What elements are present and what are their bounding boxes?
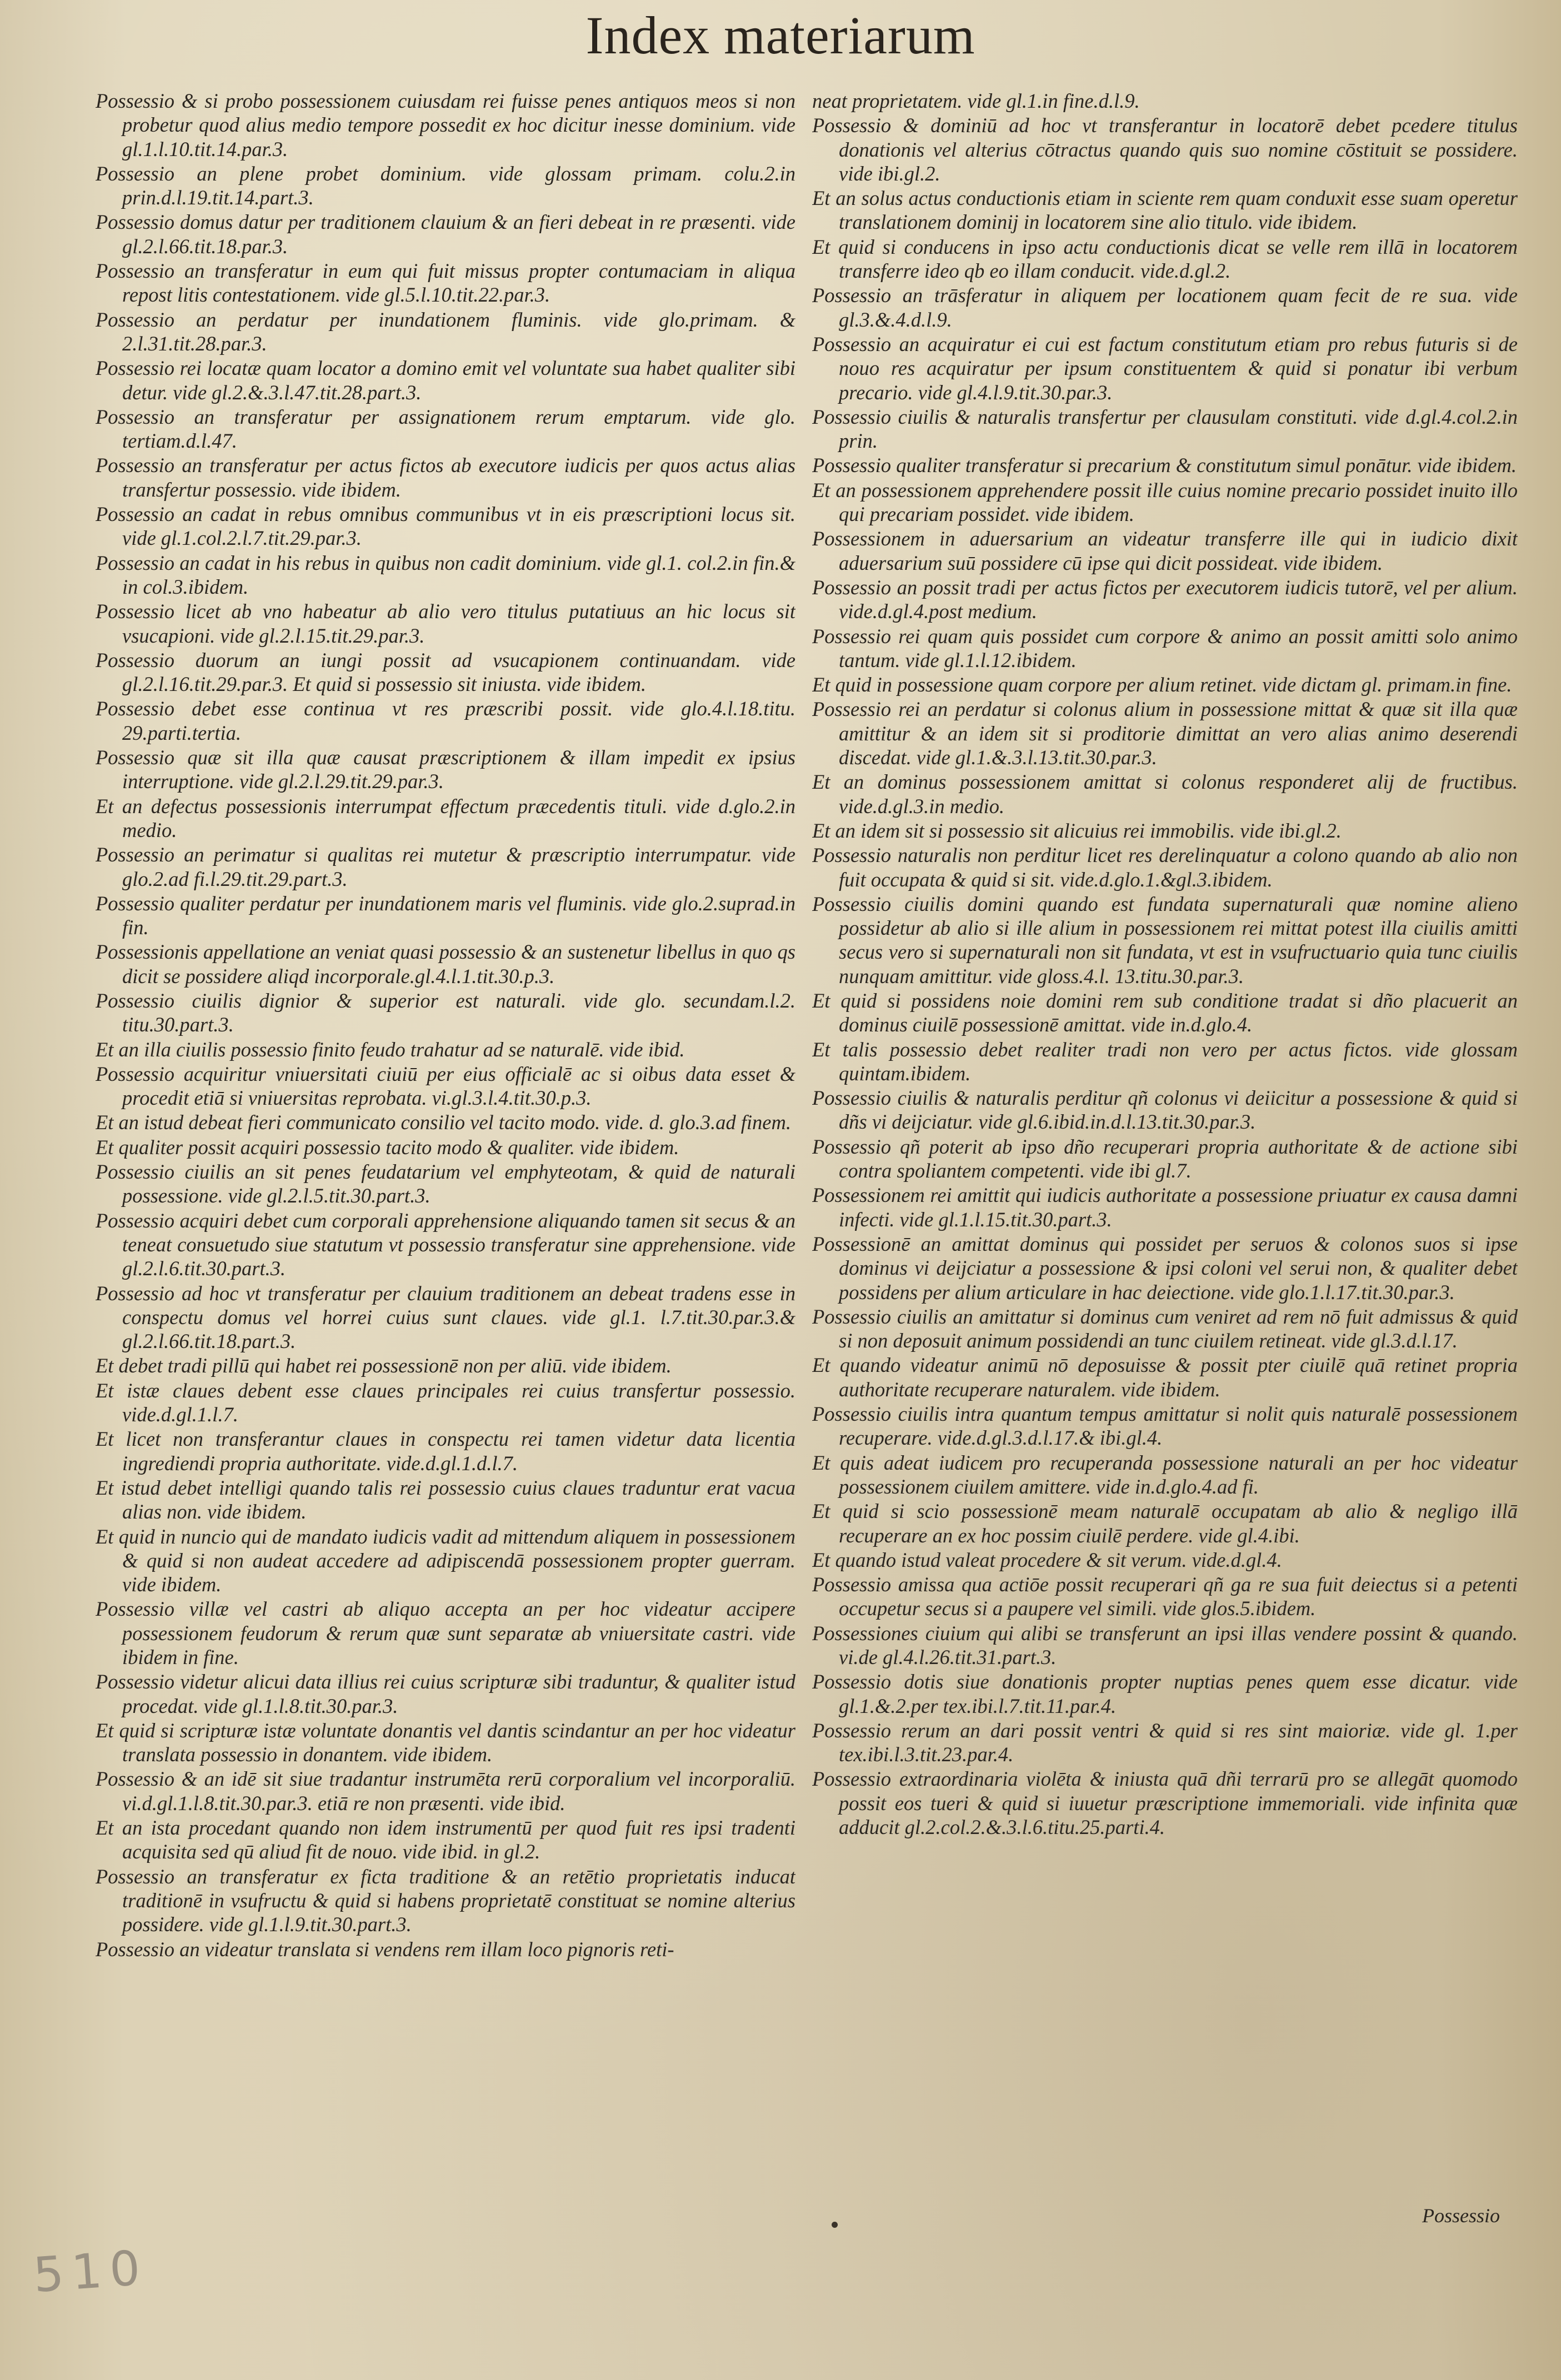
index-entry: Et quid si possidens noie domini rem sub conditione tradat si dño placuerit an dominus ciuilē possessionē amittat. vide in.d.glo.4. <box>812 989 1518 1036</box>
index-entry: Possessio rerum an dari possit ventri & quid si res sint maioriæ. vide gl. 1.per tex.ibi.l.3.tit.23.par.4. <box>812 1718 1518 1766</box>
index-entry: Possessio qñ poterit ab ipso dño recuperari propria authoritate & de actione sibi contra spoliantem competenti. vide ibi gl.7. <box>812 1135 1518 1183</box>
index-entry: Possessionem rei amittit qui iudicis authoritate a possessione priuatur ex causa damni infecti. vide gl.1.l.15.tit.30.part.3. <box>812 1184 1518 1231</box>
index-entry: Possessio an transferatur in eum qui fuit missus propter contumaciam in aliqua repost litis contestationem. vide gl.5.l.10.tit.22.par.3. <box>96 259 795 307</box>
index-entry: Possessio acquiritur vniuersitati ciuiū per eius officialē ac si oibus data esset & procedit etiā si vniuersitas reprobata. vi.gl.3.l.4.tit.30.p.3. <box>96 1062 795 1110</box>
index-entry: Possessio ciuilis intra quantum tempus amittatur si nolit quis naturalē possessionem recuperare. vide.d.gl.3.d.l.17.& ibi.gl.4. <box>812 1402 1518 1450</box>
decorative-dot <box>832 2222 838 2228</box>
index-entry: Et debet tradi pillū qui habet rei possessionē non per aliū. vide ibidem. <box>96 1354 672 1377</box>
index-entry: Et an possessionem apprehendere possit ille cuius nomine precario possidet inuito illo qui precariam possidet. vide ibidem. <box>812 478 1518 526</box>
index-entry: Et licet non transferantur claues in conspectu rei tamen videtur data licentia ingrediendi propria authoritate. vide.d.gl.1.d.l.7. <box>96 1427 795 1475</box>
index-entry: Possessio amissa qua actiōe possit recuperari qñ ga re sua fuit deiectus si a petenti occupetur secus si a paupere vel simili. vide glos.5.ibidem. <box>812 1573 1518 1620</box>
index-entry: Et an solus actus conductionis etiam in sciente rem quam conduxit esse suam operetur translationem dominij in locatorem sine alio titulo. vide ibidem. <box>812 187 1518 234</box>
index-entry: Possessio duorum an iungi possit ad vsucapionem continuandam. vide gl.2.l.16.tit.29.par.3. Et quid si possessio sit iniusta. vide ibidem. <box>96 648 795 696</box>
index-entry: Possessio licet ab vno habeatur ab alio vero titulus putatiuus an hic locus sit vsucapioni. vide gl.2.l.15.tit.29.par.3. <box>96 600 795 647</box>
index-entry: neat proprietatem. vide gl.1.in fine.d.l.9. <box>812 89 1140 112</box>
index-entry: Et an idem sit si possessio sit alicuius rei immobilis. vide ibi.gl.2. <box>812 819 1342 842</box>
index-entry: Possessio an transferatur per assignationem rerum emptarum. vide glo. tertiam.d.l.47. <box>96 405 795 453</box>
index-entry: Possessio & si probo possessionem cuiusdam rei fuisse penes antiquos meos si non probetur quod alius medio tempore possedit ex hoc dicitur inesse dominium. vide gl.1.l.10.tit.14.par.3. <box>96 89 795 161</box>
index-entry: Possessio an videatur translata si vendens rem illam loco pignoris reti- <box>96 1937 674 1961</box>
index-entry: Possessio an perdatur per inundationem fluminis. vide glo.primam. & 2.l.31.tit.28.par.3. <box>96 308 795 355</box>
index-entry: Possessio qualiter perdatur per inundationem maris vel fluminis. vide glo.2.suprad.in fin. <box>96 891 795 939</box>
index-entry: Possessionē an amittat dominus qui possidet per seruos & colonos suos si ipse dominus vi deijciatur a possessione & ipsi coloni vel serui non, & qualiter debet possidens per alium articulare in hac deiectione. vide glo.1.l.17.tit.30.par.3. <box>812 1232 1518 1304</box>
index-entry: Et quid in nuncio qui de mandato iudicis vadit ad mittendum aliquem in possessionem & quid si non audeat accedere ad adipiscendā possessionem propter guerram. vide ibidem. <box>96 1525 795 1596</box>
index-entry: Et an dominus possessionem amittat si colonus responderet alij de fructibus. vide.d.gl.3.in medio. <box>812 770 1518 818</box>
index-entry: Possessio villæ vel castri ab aliquo accepta an per hoc videatur accipere possessionem feudorum & rerum quæ sunt separatæ ab vniuersitate castri. vide ibidem in fine. <box>96 1597 795 1668</box>
index-entry: Possessio an trāsferatur in aliquem per locationem quam fecit de re sua. vide gl.3.&.4.d.l.9. <box>812 284 1518 331</box>
index-entry: Possessio an plene probet dominium. vide glossam primam. colu.2.in prin.d.l.19.tit.14.part.3. <box>96 162 795 209</box>
index-entry: Et quid si conducens in ipso actu conductionis dicat se velle rem illā in locatorem transferre ideo qb eo illam conducit. vide.d.gl.2. <box>812 235 1518 283</box>
index-entry: Possessio extraordinaria violēta & iniusta quā dñi terrarū pro se allegāt quomodo possit eos tueri & quid si iuuetur præscriptione immemoriali. vide infinita quæ adducit gl.2.col.2.&.3.l.6.titu.25.parti.4. <box>812 1767 1518 1839</box>
index-entry: Possessio ciuilis domini quando est fundata supernaturali quæ nomine alieno possidetur ab alio si ille alium in possessionem rei mittat potest illa ciuilis amitti secus vero si supernaturali non sit fundata, vt est in vsufructuario quia tunc ciuilis nunquam amittitur. vide gloss.4.l. 13.titu.30.par.3. <box>812 892 1518 988</box>
index-entry: Et quid in possessione quam corpore per alium retinet. vide dictam gl. primam.in fine. <box>812 673 1512 697</box>
index-entry: Possessio ad hoc vt transferatur per clauium traditionem an debeat tradens esse in conspectu domus vel horrei cuius sunt claues. vide gl.1. l.7.tit.30.par.3.& gl.2.l.66.tit.18.part.3. <box>96 1281 795 1353</box>
index-entry: Et istud debet intelligi quando talis rei possessio cuius claues traduntur erat vacua alias non. vide ibidem. <box>96 1476 795 1524</box>
index-entry: Possessio videtur alicui data illius rei cuius scripturæ sibi traduntur, & qualiter istud procedat. vide gl.1.l.8.tit.30.par.3. <box>96 1670 795 1717</box>
index-entry: Possessio naturalis non perditur licet res derelinquatur a colono quando ab alio non fuit occupata & quid si sit. vide.d.glo.1.&gl.3.ibidem. <box>812 844 1518 891</box>
index-entry: Et an defectus possessionis interrumpat effectum præcedentis tituli. vide d.glo.2.in medio. <box>96 794 795 841</box>
index-entry: Possessio an transferatur per actus fictos ab executore iudicis per quos actus alias transfertur possessio. vide ibidem. <box>96 454 795 501</box>
index-entry: Possessio an cadat in rebus omnibus communibus vt in eis præscriptioni locus sit. vide gl.1.col.2.l.7.tit.29.par.3. <box>96 503 795 550</box>
index-entry: Possessio an transferatur ex ficta traditione & an retētio proprietatis inducat traditionē in vsufructu & quid si habens proprietatē constituat se nomine alterius possidere. vide gl.1.l.9.tit.30.part.3. <box>96 1865 795 1936</box>
index-entry: Possessio an perimatur si qualitas rei mutetur & præscriptio interrumpatur. vide glo.2.ad fi.l.29.tit.29.part.3. <box>96 843 795 890</box>
index-entry: Possessio qualiter transferatur si precarium & constitutum simul ponātur. vide ibidem. <box>812 454 1517 477</box>
index-entry: Et talis possessio debet realiter tradi non vero per actus fictos. vide glossam quintam.ibidem. <box>812 1038 1518 1085</box>
index-entry: Possessio an acquiratur ei cui est factum constitutum etiam pro rebus futuris si de nouo res acquiratur per ipsum constituentem & quid si ponatur ibi verbum precario. vide gl.4.l.9.tit.30.par.3. <box>812 332 1518 404</box>
index-entry: Possessiones ciuium qui alibi se transferunt an ipsi illas vendere possint & quando. vi.de gl.4.l.26.tit.31.part.3. <box>812 1621 1518 1668</box>
index-entry: Possessio & dominiū ad hoc vt transferantur in locatorē debet pcedere titulus donationis vel alterius cōtractus quando quis suo nomine cōstituit se possidere. vide ibi.gl.2. <box>812 114 1518 185</box>
index-entry: Possessio dotis siue donationis propter nuptias penes quem esse dicatur. vide gl.1.&.2.per tex.ibi.l.7.tit.11.par.4. <box>812 1670 1518 1717</box>
index-entry: Et quid si scio possessionē meam naturalē occupatam ab alio & negligo illā recuperare an ex hoc possim ciuilē perdere. vide gl.4.ibi. <box>812 1500 1518 1547</box>
index-entry: Et an istud debeat fieri communicato consilio vel tacito modo. vide. d. glo.3.ad finem. <box>96 1111 791 1134</box>
index-entry: Et quis adeat iudicem pro recuperanda possessione naturali an per hoc videatur possessionem ciuilem amittere. vide in.d.glo.4.ad fi. <box>812 1451 1518 1498</box>
page-title: Index materiarum <box>586 6 975 65</box>
index-entry: Possessio quæ sit illa quæ causat præscriptionem & illam impedit ex ipsius interruptione. vide gl.2.l.29.tit.29.par.3. <box>96 746 795 793</box>
index-entry: Possessio acquiri debet cum corporali apprehensione aliquando tamen sit secus & an teneat consuetudo siue statutum vt possessio transferatur sine apprehensione. vide gl.2.l.6.tit.30.part.3. <box>96 1209 795 1280</box>
index-entry: Possessio ciuilis an sit penes feudatarium vel emphyteotam, & quid de naturali possessione. vide gl.2.l.5.tit.30.part.3. <box>96 1160 795 1207</box>
index-entry: Possessionis appellatione an veniat quasi possessio & an sustenetur libellus in quo qs dicit se possidere aliqd incorporale.gl.4.l.1.tit.30.p.3. <box>96 940 795 988</box>
left-column <box>96 89 795 2227</box>
index-entry: Et quando videatur animū nō deposuisse & possit pter ciuilē quā retinet propria authoritate recuperare naturalem. vide ibidem. <box>812 1354 1518 1401</box>
index-entry: Possessio an cadat in his rebus in quibus non cadit dominium. vide gl.1. col.2.in fin.& in col.3.ibidem. <box>96 551 795 598</box>
right-column <box>812 89 1518 2227</box>
index-entry: Possessio & an idē sit siue tradantur instrumēta rerū corporalium vel incorporaliū. vi.d.gl.1.l.8.tit.30.par.3. etiā re non præsenti. vide ibid. <box>96 1767 795 1815</box>
index-entry: Et quid si scripturæ istæ voluntate donantis vel dantis scindantur an per hoc videatur translata possessio in donantem. vide ibidem. <box>96 1718 795 1766</box>
catchword: Possessio <box>1422 2204 1500 2227</box>
index-entry: Possessio ciuilis & naturalis perditur qñ colonus vi deiicitur a possessione & quid si dñs vi deijciatur. vide gl.6.ibid.in.d.l.13.tit.30.par.3. <box>812 1086 1518 1134</box>
index-entry: Et istæ claues debent esse claues principales rei cuius transfertur possessio. vide.d.gl.1.l.7. <box>96 1379 795 1426</box>
index-entry: Possessio an possit tradi per actus fictos per executorem iudicis tutorē, vel per alium. vide.d.gl.4.post medium. <box>812 575 1518 623</box>
index-entry: Possessio rei quam quis possidet cum corpore & animo an possit amitti solo animo tantum. vide gl.1.l.12.ibidem. <box>812 624 1518 672</box>
handwritten-folio-mark: 510 <box>31 2239 150 2304</box>
index-entry: Possessio debet esse continua vt res præscribi possit. vide glo.4.l.18.titu. 29.parti.tertia. <box>96 697 795 744</box>
index-entry: Possessio rei locatæ quam locator a domino emit vel voluntate sua habet qualiter sibi detur. vide gl.2.&.3.l.47.tit.28.part.3. <box>96 357 795 404</box>
index-entry: Possessio rei an perdatur si colonus alium in possessione mittat & quæ sit illa quæ amittitur & an idem sit si proditorie dimittat an vero alias animo deserendi discedat. vide gl.1.&.3.l.13.tit.30.par.3. <box>812 698 1518 769</box>
index-entry: Possessio ciuilis & naturalis transfertur per clausulam constituti. vide d.gl.4.col.2.in prin. <box>812 405 1518 453</box>
index-entry: Et an ista procedant quando non idem instrumentū per quod fuit res ipsi tradenti acquisita sed qū aliud fit de nouo. vide ibid. in gl.2. <box>96 1816 795 1863</box>
index-entry: Possessionem in aduersarium an videatur transferre ille qui in iudicio dixit aduersarium suū possidere cū ipse qui dicit possideat. vide ibidem. <box>812 527 1518 574</box>
index-entry: Et quando istud valeat procedere & sit verum. vide.d.gl.4. <box>812 1548 1282 1571</box>
index-entry: Possessio ciuilis an amittatur si dominus cum veniret ad rem nō fuit admissus & quid si non deposuit animum possidendi an tunc ciuilem retineat. vide gl.3.d.l.17. <box>812 1305 1518 1352</box>
index-entry: Et qualiter possit acquiri possessio tacito modo & qualiter. vide ibidem. <box>96 1135 679 1159</box>
index-entry: Possessio ciuilis dignior & superior est naturali. vide glo. secundam.l.2. titu.30.part.3. <box>96 989 795 1036</box>
index-entry: Possessio domus datur per traditionem clauium & an fieri debeat in re præsenti. vide gl.2.l.66.tit.18.par.3. <box>96 211 795 258</box>
index-entry: Et an illa ciuilis possessio finito feudo trahatur ad se naturalē. vide ibid. <box>96 1038 685 1061</box>
